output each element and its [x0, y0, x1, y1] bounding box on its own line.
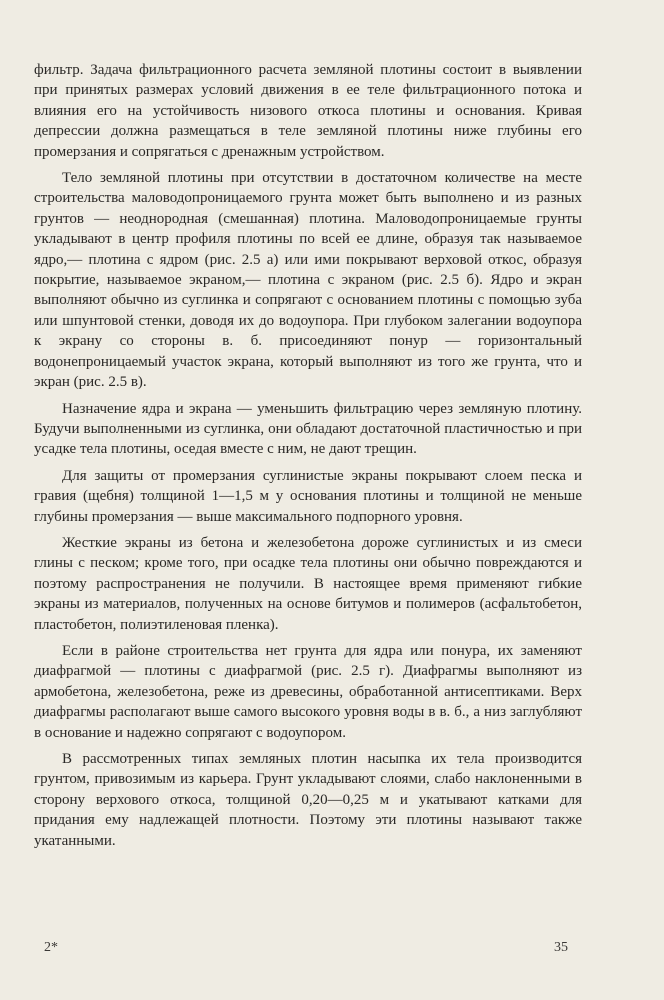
page-number: 35 — [554, 940, 568, 955]
body-text — [34, 60, 582, 857]
paragraph-7: В рассмотренных типах земляных плотин насыпка их тела производится грунтом, привозимым из карьера. Грунт укладывают слоями, слабо наклоненными в сторону верхового откоса, толщиной 0,20—0,25 м и укатывают катками для придания ему надлежащей плотности. Поэтому эти плотины называют также укатанными. — [34, 751, 582, 849]
paragraph-5: Жесткие экраны из бетона и железобетона дороже суглинистых и из смеси глины с песком; кроме того, при осадке тела плотины они обычно повреждаются и поэтому распространения не получили. В настоящее время применяют гибкие экраны из материалов, полученных на основе битумов и полимеров (асфальтобетон, пластобетон, полиэтиленовая пленка). — [34, 534, 582, 633]
paragraph-6: Если в районе строительства нет грунта для ядра или понура, их заменяют диафрагмой — плотины с диафрагмой (рис. 2.5 г). Диафрагмы выполняют из армобетона, железобетона, реже из древесины, обработанной антисептиками. Верх диафрагмы располагают выше самого высокого уровня воды в в. б., а низ заглубляют в основание и надежно сопрягают с водоупором. — [34, 642, 582, 741]
paragraph-4: Для защиты от промерзания суглинистые экраны покрывают слоем песка и гравия (щебня) толщиной 1—1,5 м у основания плотины и толщиной не меньше глубины промерзания — выше максимального подпорного уровня. — [34, 467, 582, 525]
paragraph-2: Тело земляной плотины при отсутствии в достаточном количестве на месте строительства маловодопроницаемого грунта может быть выполнено и из разных грунтов — неоднородная (смешанная) плотина. Маловодопроницаемые грунты укладывают в центр профиля плотины по всей ее длине, образуя так называемое ядро,— плотина с ядром (рис. 2.5 а) или ими покрывают верховой откос, образуя покрытие, называемое экраном,— плотина с экраном (рис. 2.5 б). Ядро и экран выполняют обычно из суглинка и сопрягают с основанием плотины с помощью зуба или шпунтовой стенки, доводя их до водоупора. При глубоком залегании водоупора к экрану со стороны в. б. присоединяют понур — горизонтальный водонепроницаемый участок экрана, который выполняют из того же грунта, что и экран (рис. 2.5 в). — [34, 170, 582, 391]
paragraph-1: фильтр. Задача фильтрационного расчета земляной плотины состоит в выявлении при принятых размерах условий движения в ее теле фильтрационного потока и влияния его на устойчивость низового откоса плотины и основания. Кривая депрессии должна размещаться в теле земляной плотины ниже глубины его промерзания и сопрягаться с дренажным устройством. — [34, 62, 582, 160]
paragraph-3: Назначение ядра и экрана — уменьшить фильтрацию через земляную плотину. Будучи выполненными из суглинка, они обладают достаточной пластичностью и при усадке тела плотины, оседая вместе с ним, не дают трещин. — [34, 400, 582, 458]
signature-mark: 2* — [44, 940, 58, 955]
